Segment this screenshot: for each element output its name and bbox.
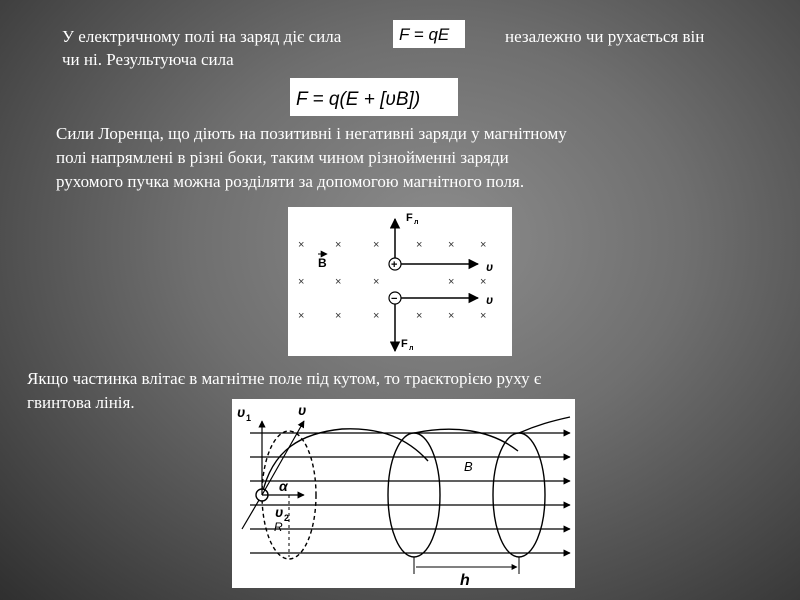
formula-lorentz-force-svg	[290, 78, 458, 116]
paragraph-2-line-3: рухомого пучка можна розділяти за допомогою магнітного поля.	[56, 172, 525, 191]
svg-text:×: ×	[373, 310, 380, 322]
velocity-label-positive: υ	[486, 260, 494, 274]
figure-helical-trajectory-svg	[232, 399, 575, 588]
field-lines	[250, 433, 570, 553]
force-label-top: F	[406, 212, 413, 224]
formula-electric-force-svg	[393, 20, 465, 48]
paragraph-3-line-2: гвинтова лінія.	[27, 393, 135, 412]
force-label-bottom: F	[401, 338, 408, 350]
svg-text:×: ×	[373, 239, 380, 251]
negative-charge-sign: −	[391, 293, 398, 305]
svg-text:×: ×	[298, 239, 305, 251]
svg-text:×: ×	[480, 276, 487, 288]
svg-text:×: ×	[373, 276, 380, 288]
label-B: B	[464, 459, 473, 474]
svg-text:×: ×	[335, 310, 342, 322]
label-alpha: α	[279, 478, 288, 494]
formula-lorentz-force	[290, 78, 458, 116]
svg-text:×: ×	[448, 310, 455, 322]
svg-text:×: ×	[480, 310, 487, 322]
label-v2: υ	[275, 504, 284, 520]
svg-text:×: ×	[416, 310, 423, 322]
figure-helical-trajectory	[232, 399, 575, 588]
svg-text:×: ×	[448, 276, 455, 288]
velocity-label-negative: υ	[486, 293, 494, 307]
figure-lorentz-charges	[288, 207, 512, 356]
svg-text:×: ×	[448, 239, 455, 251]
paragraph-1-line-1b: незалежно чи рухається він	[505, 27, 705, 46]
figure-lorentz-charges-svg	[288, 207, 512, 356]
label-v: υ	[298, 402, 307, 418]
svg-text:×: ×	[298, 276, 305, 288]
field-label-B: B	[318, 256, 327, 270]
formula-lorentz-force-text: F = q(E + [υB])	[296, 89, 421, 110]
svg-text:×: ×	[416, 239, 423, 251]
positive-charge-sign: +	[391, 259, 398, 271]
formula-electric-force	[393, 20, 465, 48]
field-cross-grid	[298, 239, 486, 322]
label-v1-sub: 1	[246, 413, 252, 423]
svg-text:×: ×	[298, 310, 305, 322]
paragraph-2-line-2: полі напрямлені в різні боки, таким чином різнойменні заряди	[56, 148, 509, 167]
formula-electric-force-text: F = qE	[399, 25, 450, 44]
svg-text:×: ×	[335, 276, 342, 288]
paragraph-3-line-1: Якщо частинка влітає в магнітне поле під кутом, то траєкторією руху є	[27, 369, 542, 388]
force-label-top-sub: л	[414, 219, 419, 226]
paragraph-1-line-2: чи ні. Результуюча сила	[62, 50, 234, 69]
label-h: h	[460, 572, 470, 588]
label-v2-sub: 2	[284, 513, 290, 523]
helix-path	[262, 417, 570, 559]
svg-text:×: ×	[335, 239, 342, 251]
paragraph-2-line-1: Сили Лоренца, що діють на позитивні і негативні заряди у магнітному	[56, 124, 567, 143]
svg-text:×: ×	[480, 239, 487, 251]
paragraph-1-line-1a: У електричному полі на заряд діє сила	[62, 27, 342, 46]
label-R: R	[274, 520, 283, 534]
label-v1: υ	[237, 404, 246, 420]
force-label-bottom-sub: л	[409, 345, 414, 352]
